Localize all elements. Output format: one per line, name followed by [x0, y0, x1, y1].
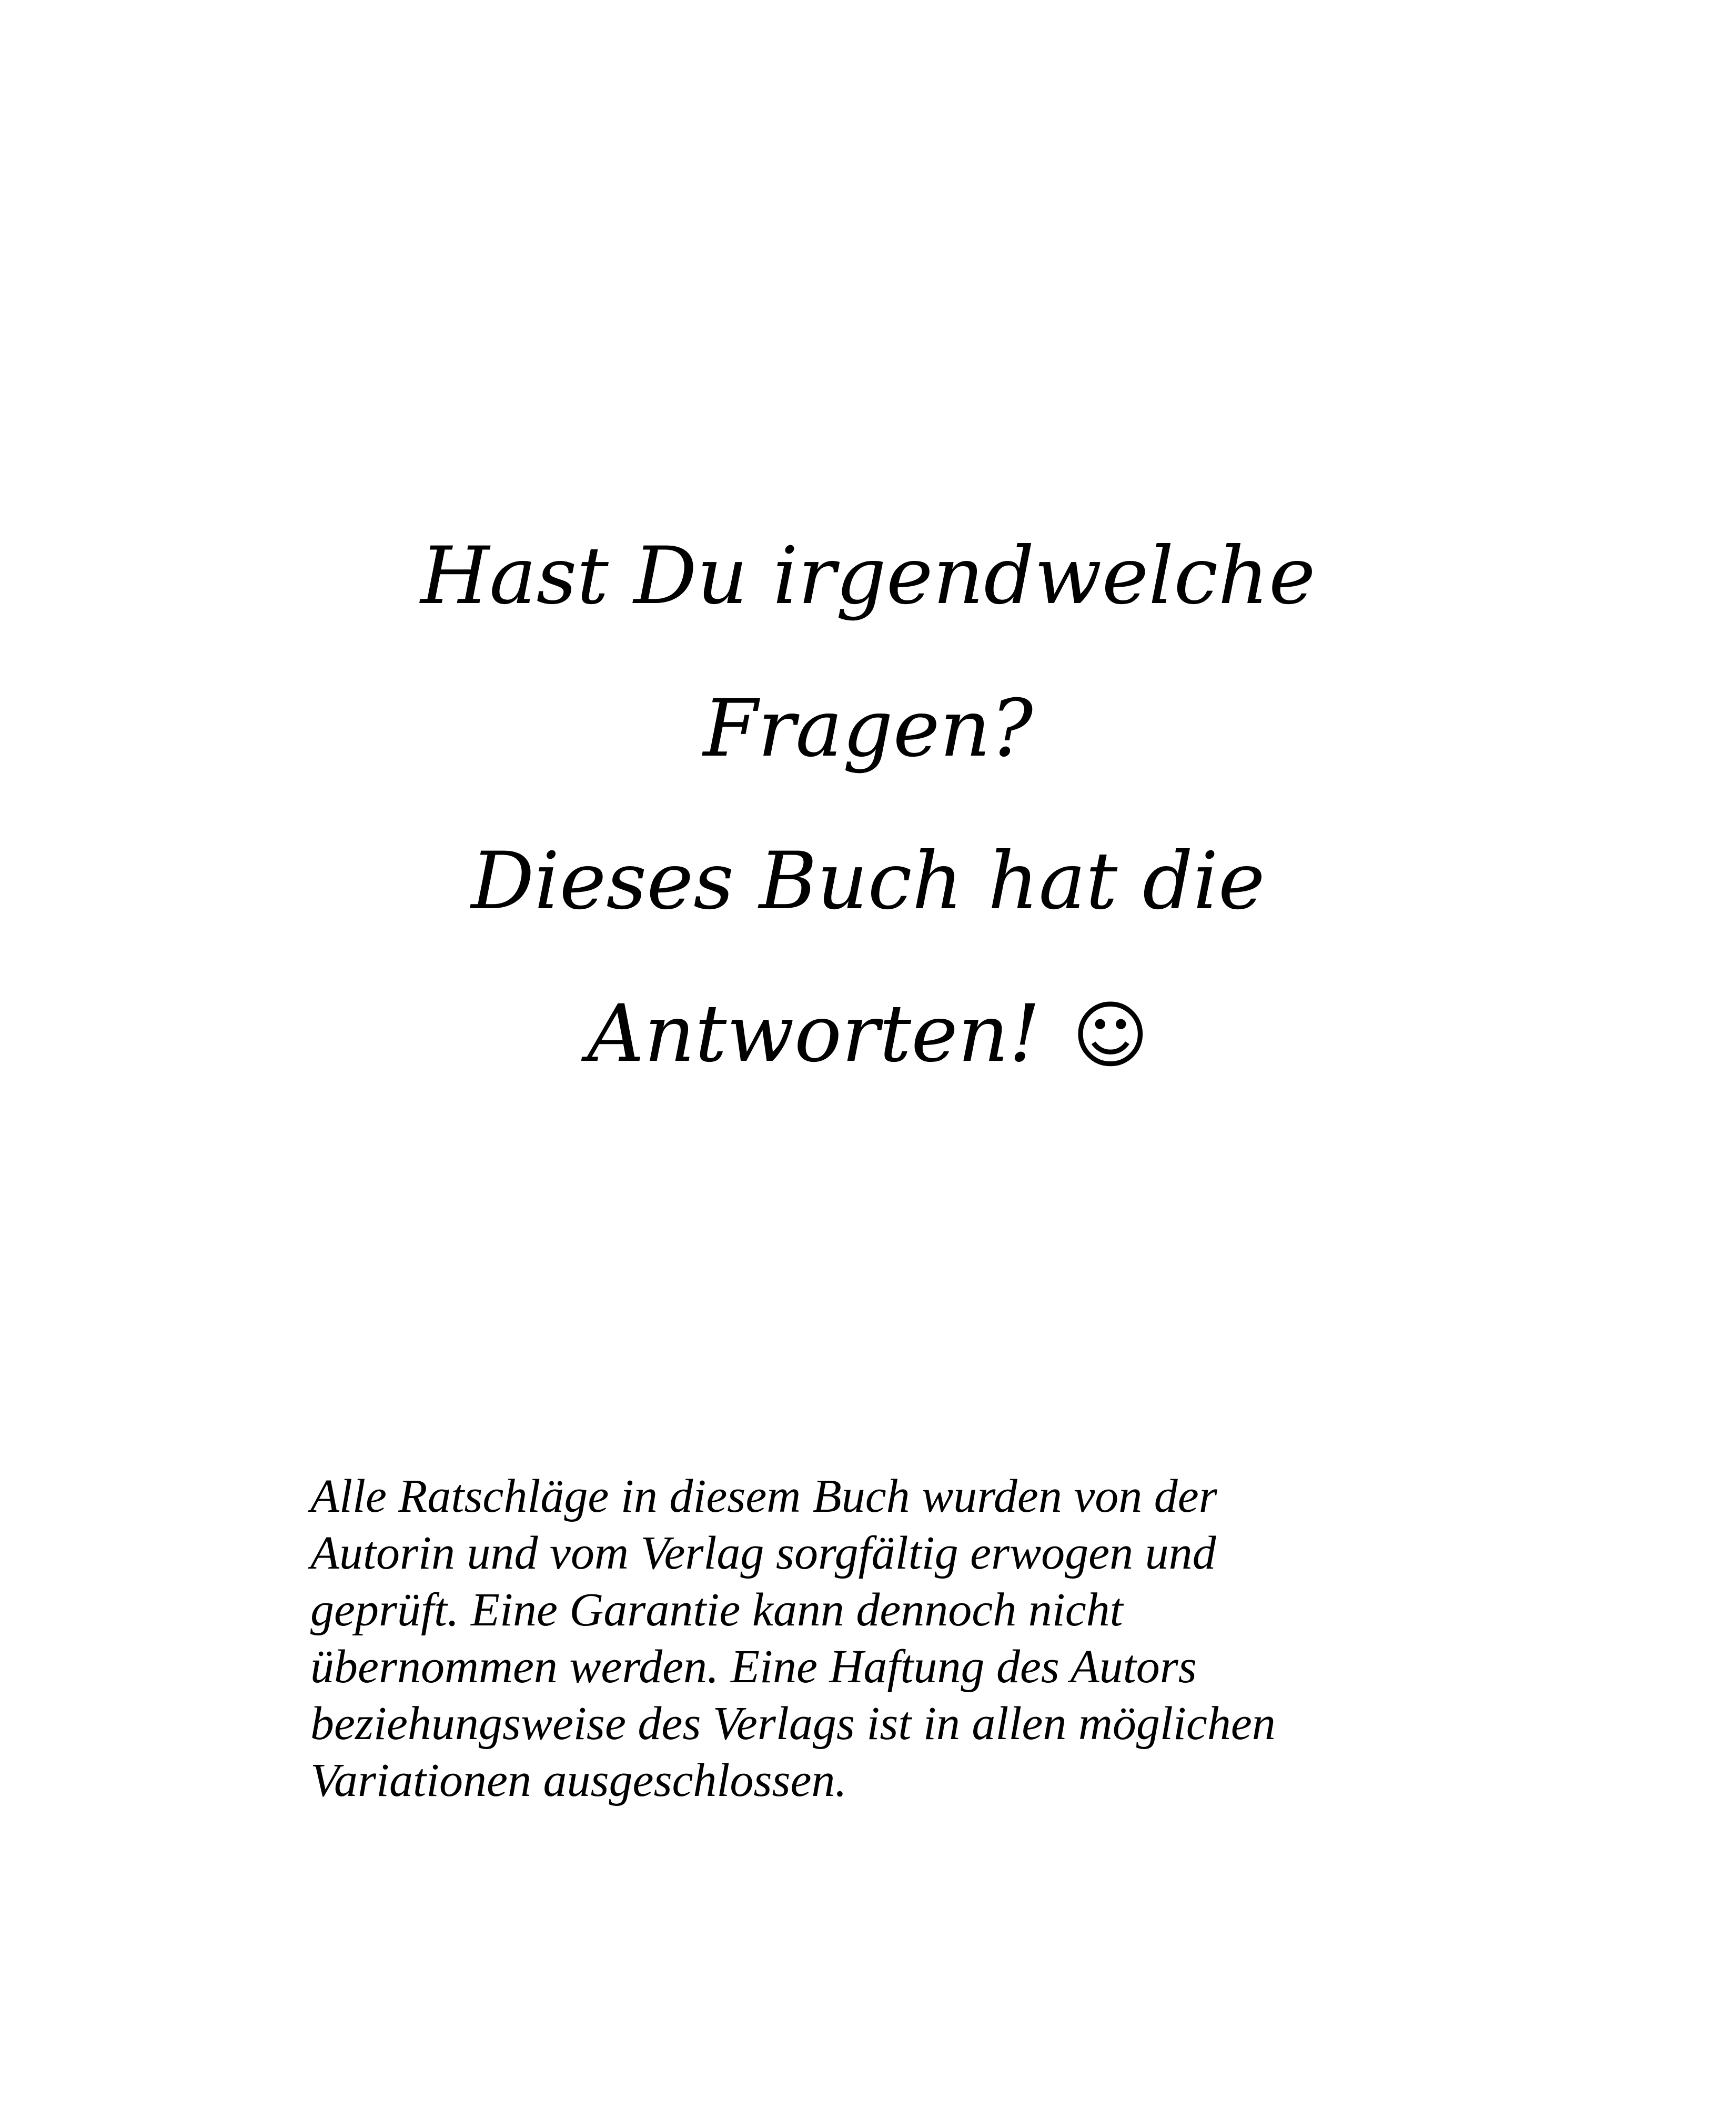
headline-line: Dieses Buch hat die [471, 836, 1265, 927]
smiley-icon: ☺ [1072, 993, 1149, 1079]
headline-line: Antworten! [587, 988, 1041, 1080]
headline [0, 500, 1736, 1112]
disclaimer-line: Autorin und vom Verlag sorgfältig erwogen und [310, 1527, 1216, 1579]
headline-line: Hast Du irgendwelche [420, 530, 1316, 622]
disclaimer-line: beziehungsweise des Verlags ist in allen möglichen [310, 1698, 1276, 1750]
disclaimer [310, 1468, 1468, 1809]
headline-line: Fragen? [703, 683, 1033, 775]
disclaimer-line: geprüft. Eine Garantie kann dennoch nicht [310, 1584, 1123, 1636]
disclaimer-line: übernommen werden. Eine Haftung des Autors [310, 1641, 1197, 1693]
disclaimer-line: Variationen ausgeschlossen. [310, 1754, 847, 1806]
headline-last-line [0, 958, 1736, 1112]
disclaimer-line: Alle Ratschläge in diesem Buch wurden von der [310, 1470, 1217, 1522]
